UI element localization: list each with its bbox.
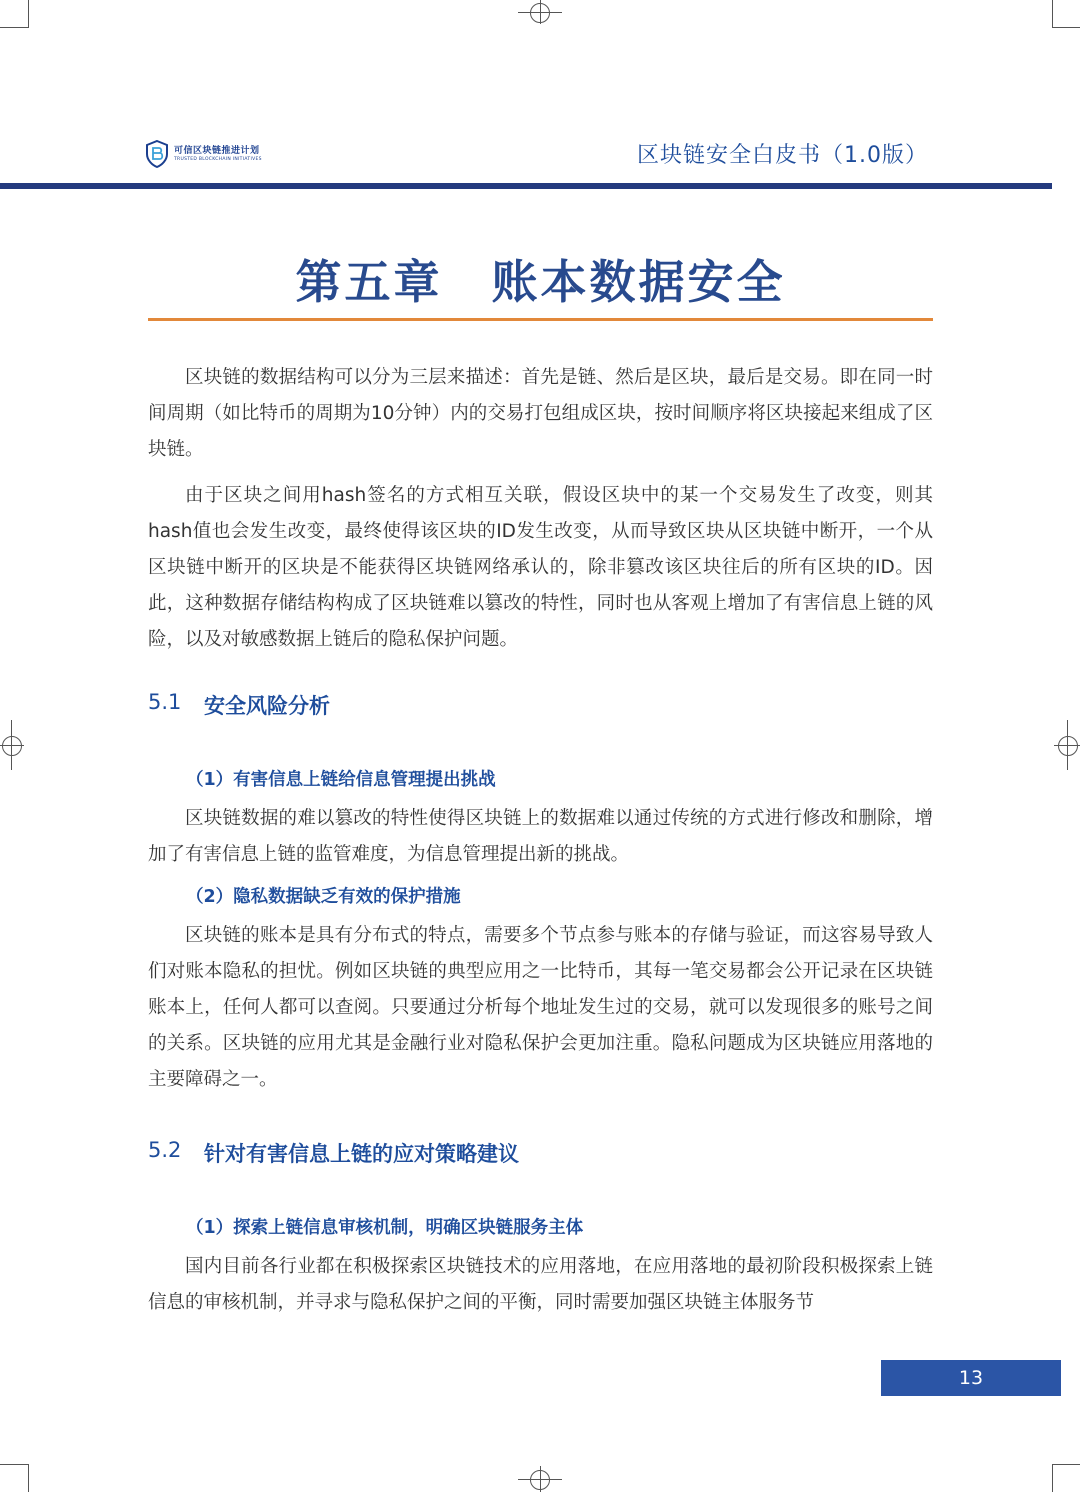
- subsection-heading: （2）隐私数据缺乏有效的保护措施: [186, 887, 461, 907]
- paragraph: 区块链的账本是具有分布式的特点，需要多个节点参与账本的存储与验证，而这容易导致人们对账本隐私的担忧。例如区块链的典型应用之一比特币，其每一笔交易都会公开记录在区块链账本上，任何人都可以查阅。只要通过分析每个地址发生过的交易，就可以发现很多的账号之间的关系。区块链的应用尤其是金融行业对隐私保护会更加注重。隐私问题成为区块链应用落地的主要障碍之一。: [148, 925, 933, 1090]
- crop-mark: [28, 0, 29, 28]
- paragraph: 由于区块之间用hash签名的方式相互关联，假设区块中的某一个交易发生了改变，则其hash值也会发生改变，最终使得该区块的ID发生改变，从而导致区块从区块链中断开，一个从区块链中断开的区块是不能获得区块链网络承认的，除非篡改该区块往后的所有区块的ID。因此，这种数据存储结构构成了区块链难以篡改的特性，同时也从客观上增加了有害信息上链的风险，以及对敏感数据上链后的隐私保护问题。: [148, 485, 933, 650]
- main-content: [148, 360, 933, 1321]
- crop-mark: [0, 27, 28, 28]
- chapter-rule: [148, 318, 933, 321]
- crop-mark: [1052, 0, 1053, 28]
- logo-english-text: TRUSTED BLOCKCHAIN INITIATIVES: [174, 156, 262, 162]
- subsection-heading: （1）有害信息上链给信息管理提出挑战: [186, 770, 496, 790]
- crop-mark: [0, 1464, 28, 1465]
- section-title: 安全风险分析: [204, 694, 330, 718]
- crop-mark: [1052, 1464, 1080, 1465]
- crop-mark: [1052, 27, 1080, 28]
- shield-logo-icon: [146, 140, 168, 168]
- paragraph: 区块链的数据结构可以分为三层来描述：首先是链、然后是区块，最后是交易。即在同一时间周期（如比特币的周期为10分钟）内的交易打包组成区块，按时间顺序将区块接起来组成了区块链。: [148, 367, 933, 460]
- subsection-heading: （1）探索上链信息审核机制，明确区块链服务主体: [186, 1218, 584, 1238]
- section-number: 5.1: [148, 690, 182, 714]
- crop-mark: [28, 1464, 29, 1492]
- page-number: 13: [881, 1360, 1061, 1396]
- header-divider-bar: [0, 183, 1052, 189]
- section-title: 针对有害信息上链的应对策略建议: [204, 1142, 519, 1166]
- crop-mark: [1052, 1464, 1053, 1492]
- section-number: 5.2: [148, 1138, 182, 1162]
- logo-chinese-text: 可信区块链推进计划: [174, 145, 260, 156]
- section-heading: [148, 690, 933, 720]
- paragraph: 国内目前各行业都在积极探索区块链技术的应用落地，在应用落地的最初阶段积极探索上链信息的审核机制，并寻求与隐私保护之间的平衡，同时需要加强区块链主体服务节: [148, 1256, 933, 1313]
- section-heading: [148, 1138, 933, 1168]
- chapter-title: 第五章 账本数据安全: [295, 255, 786, 309]
- document-title: 区块链安全白皮书（1.0版）: [637, 143, 928, 168]
- brand-logo: [146, 140, 262, 168]
- paragraph: 区块链数据的难以篡改的特性使得区块链上的数据难以通过传统的方式进行修改和删除，增加了有害信息上链的监管难度，为信息管理提出新的挑战。: [148, 808, 933, 865]
